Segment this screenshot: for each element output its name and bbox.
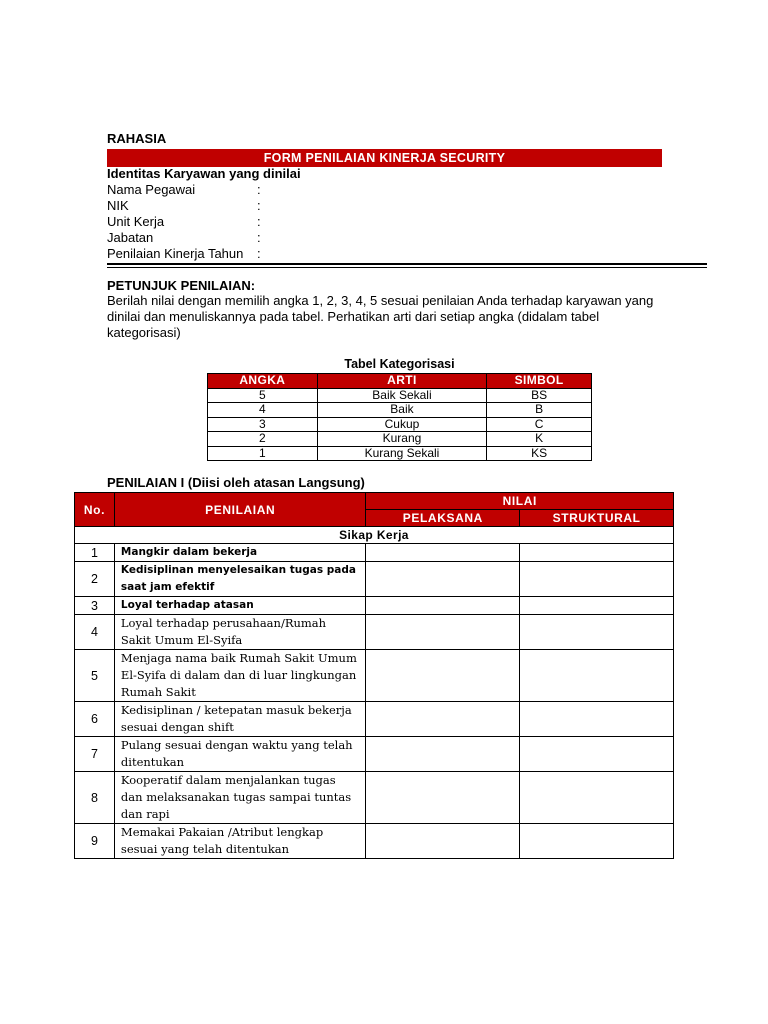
criterion-text: Memakai Pakaian /Atribut lengkap sesuai yang telah ditentukan xyxy=(114,824,366,859)
table-header-row xyxy=(208,374,592,389)
cell-arti: Baik Sekali xyxy=(317,388,486,403)
row-number: 1 xyxy=(75,544,115,562)
col-simbol: SIMBOL xyxy=(487,374,592,389)
cell-simbol: KS xyxy=(487,446,592,461)
section-row xyxy=(75,527,674,544)
cell-simbol: B xyxy=(487,403,592,418)
score-pelaksana-cell[interactable] xyxy=(366,737,520,772)
field-jabatan[interactable] xyxy=(107,230,261,246)
score-pelaksana-cell[interactable] xyxy=(366,824,520,859)
field-label: NIK xyxy=(107,198,129,213)
field-label: Jabatan xyxy=(107,230,154,245)
field-colon: : xyxy=(257,230,261,245)
criterion-text: Pulang sesuai dengan waktu yang telah ditentukan xyxy=(114,737,366,772)
score-struktural-cell[interactable] xyxy=(520,615,674,650)
cell-angka: 1 xyxy=(208,446,318,461)
cell-simbol: BS xyxy=(487,388,592,403)
score-struktural-cell[interactable] xyxy=(520,544,674,562)
criterion-text: Loyal terhadap perusahaan/Rumah Sakit Umum El-Syifa xyxy=(114,615,366,650)
row-number: 9 xyxy=(75,824,115,859)
table-row xyxy=(208,446,592,461)
field-colon: : xyxy=(257,182,261,197)
score-pelaksana-cell[interactable] xyxy=(366,544,520,562)
score-struktural-cell[interactable] xyxy=(520,597,674,615)
categorization-table xyxy=(207,373,592,461)
criterion-text: Kedisiplinan menyelesaikan tugas pada saat jam efektif xyxy=(114,562,366,597)
row-number: 5 xyxy=(75,650,115,702)
field-label: Nama Pegawai xyxy=(107,182,196,197)
cell-arti: Kurang Sekali xyxy=(317,446,486,461)
col-nilai: NILAI xyxy=(366,493,674,510)
cell-angka: 4 xyxy=(208,403,318,418)
score-pelaksana-cell[interactable] xyxy=(366,615,520,650)
classification-label: RAHASIA xyxy=(107,131,167,146)
row-number: 4 xyxy=(75,615,115,650)
cell-arti: Cukup xyxy=(317,417,486,432)
instructions-heading: PETUNJUK PENILAIAN: xyxy=(107,278,256,293)
field-nama-pegawai[interactable] xyxy=(107,182,261,198)
cell-arti: Baik xyxy=(317,403,486,418)
score-pelaksana-cell[interactable] xyxy=(366,650,520,702)
field-label: Penilaian Kinerja Tahun xyxy=(107,246,244,261)
categorization-title: Tabel Kategorisasi xyxy=(344,357,455,371)
cell-arti: Kurang xyxy=(317,432,486,447)
cell-simbol: K xyxy=(487,432,592,447)
col-struktural: STRUKTURAL xyxy=(520,510,674,527)
table-header-row xyxy=(75,493,674,510)
cell-angka: 2 xyxy=(208,432,318,447)
criterion-text: Kedisiplinan / ketepatan masuk bekerja sesuai dengan shift xyxy=(114,702,366,737)
form-title: FORM PENILAIAN KINERJA SECURITY xyxy=(107,149,662,167)
table-row xyxy=(75,824,674,859)
table-row xyxy=(75,562,674,597)
field-nik[interactable] xyxy=(107,198,261,214)
field-penilaian-tahun[interactable] xyxy=(107,246,261,262)
col-angka: ANGKA xyxy=(208,374,318,389)
col-penilaian: PENILAIAN xyxy=(114,493,366,527)
criterion-text: Loyal terhadap atasan xyxy=(114,597,366,615)
field-colon: : xyxy=(257,214,261,229)
score-struktural-cell[interactable] xyxy=(520,772,674,824)
row-number: 6 xyxy=(75,702,115,737)
score-struktural-cell[interactable] xyxy=(520,650,674,702)
score-struktural-cell[interactable] xyxy=(520,824,674,859)
divider xyxy=(107,267,707,268)
section-label: Sikap Kerja xyxy=(75,527,674,544)
field-label: Unit Kerja xyxy=(107,214,165,229)
assessment-table xyxy=(74,492,674,859)
assessment-title: PENILAIAN I (Diisi oleh atasan Langsung) xyxy=(107,475,365,490)
score-pelaksana-cell[interactable] xyxy=(366,562,520,597)
table-row xyxy=(75,615,674,650)
criterion-text: Menjaga nama baik Rumah Sakit Umum El-Syifa di dalam dan di luar lingkungan Rumah Sakit xyxy=(114,650,366,702)
table-row xyxy=(75,737,674,772)
cell-angka: 3 xyxy=(208,417,318,432)
instructions-text: Berilah nilai dengan memilih angka 1, 2, 3, 4, 5 sesuai penilaian Anda terhadap karyawan yang dinilai dan menuliskannya pada tabel. Perhatikan arti dari setiap angka (didalam tabel kategorisasi) xyxy=(107,293,654,340)
cell-simbol: C xyxy=(487,417,592,432)
cell-angka: 5 xyxy=(208,388,318,403)
score-pelaksana-cell[interactable] xyxy=(366,597,520,615)
criterion-text: Mangkir dalam bekerja xyxy=(114,544,366,562)
score-struktural-cell[interactable] xyxy=(520,562,674,597)
table-row xyxy=(208,388,592,403)
col-no: No. xyxy=(75,493,115,527)
table-row xyxy=(75,597,674,615)
table-row xyxy=(75,650,674,702)
field-colon: : xyxy=(257,198,261,213)
criterion-text: Kooperatif dalam menjalankan tugas dan melaksanakan tugas sampai tuntas dan rapi xyxy=(114,772,366,824)
identity-heading: Identitas Karyawan yang dinilai xyxy=(107,166,301,181)
row-number: 3 xyxy=(75,597,115,615)
table-row xyxy=(75,772,674,824)
table-row xyxy=(208,417,592,432)
field-colon: : xyxy=(257,246,261,261)
row-number: 7 xyxy=(75,737,115,772)
table-row xyxy=(75,544,674,562)
field-unit-kerja[interactable] xyxy=(107,214,261,230)
score-struktural-cell[interactable] xyxy=(520,737,674,772)
score-pelaksana-cell[interactable] xyxy=(366,702,520,737)
row-number: 8 xyxy=(75,772,115,824)
divider xyxy=(107,263,707,265)
score-pelaksana-cell[interactable] xyxy=(366,772,520,824)
table-row xyxy=(208,403,592,418)
table-row xyxy=(75,702,674,737)
row-number: 2 xyxy=(75,562,115,597)
col-pelaksana: PELAKSANA xyxy=(366,510,520,527)
table-row xyxy=(208,432,592,447)
col-arti: ARTI xyxy=(317,374,486,389)
score-struktural-cell[interactable] xyxy=(520,702,674,737)
